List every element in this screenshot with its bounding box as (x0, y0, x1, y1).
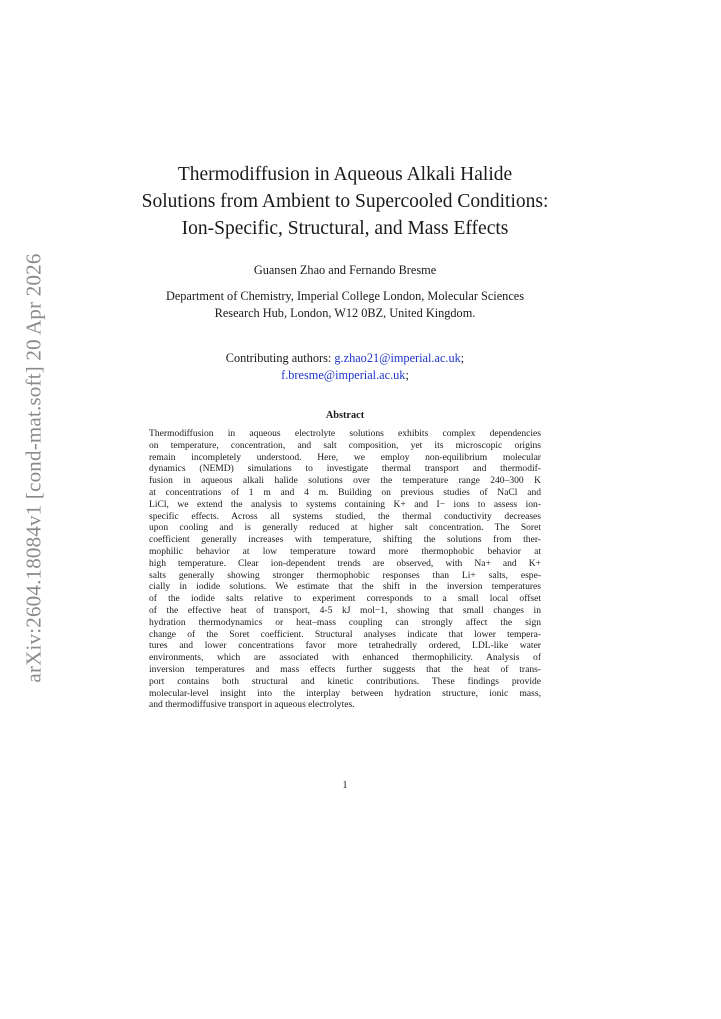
abstract-line: Thermodiffusion in aqueous electrolyte solutions exhibits complex dependencies (149, 428, 541, 439)
title-line: Thermodiffusion in Aqueous Alkali Halide (177, 164, 513, 185)
affiliation-line: Department of Chemistry, Imperial College London, Molecular Sciences (165, 289, 525, 303)
abstract-line: inversion temperatures and mass effects further suggests that the heat of trans- (149, 663, 541, 675)
separator: ; (460, 351, 465, 365)
abstract-line: port contains both structural and kinetic contributions. These findings provide (149, 675, 541, 687)
paper-title (100, 161, 590, 242)
abstract-line: LiCl, we extend the analysis to systems containing K+ and I− ions to assess ion- (149, 498, 541, 510)
abstract-line: dynamics (NEMD) simulations to investigate thermal transport and thermodif- (149, 463, 541, 475)
title-line: Ion-Specific, Structural, and Mass Effects (181, 218, 509, 239)
abstract-line: molecular-level insight into the interplay between hydration structure, ionic mass, (149, 687, 541, 699)
abstract-line: tures and lower concentrations favor more tetrahedrally ordered, LDL-like water (149, 640, 541, 652)
abstract-line: and thermodiffusive transport in aqueous electrolytes. (149, 699, 355, 711)
title-line: Solutions from Ambient to Supercooled Conditions: (141, 191, 549, 212)
abstract-line: change of the Soret coefficient. Structural analyses indicate that lower tempera- (149, 628, 541, 640)
contributing-label: Contributing authors: (225, 351, 332, 365)
contributing-authors (100, 350, 590, 384)
abstract-line: high temperature. Clear ion-dependent trends are observed, with Na+ and K+ (149, 557, 541, 569)
email-link-zhao[interactable]: g.zhao21@imperial.ac.uk (334, 351, 461, 365)
page-number: 1 (342, 780, 348, 791)
abstract-line: mophilic behavior at low temperature toward more thermophobic behavior at (149, 545, 541, 557)
affiliation (100, 288, 590, 322)
abstract-line: hydration thermodynamics or heat–mass coupling can strongly affect the sign (149, 616, 541, 628)
abstract-line: of the iodide salts relative to experiment corresponds to a small local offset (149, 593, 541, 605)
abstract-heading: Abstract (325, 410, 365, 421)
arxiv-identifier[interactable]: arXiv:2604.18084v1 [cond-mat.soft] 20 Apr 2026 (21, 253, 46, 683)
abstract-line: cially in iodide solutions. We estimate that the shift in the inversion temperatures (149, 581, 541, 593)
abstract-line: environments, which are associated with enhanced thermophilicity. Analysis of (149, 652, 541, 664)
abstract-line: of the effective heat of transport, 4-5 kJ mol−1, showing that small changes in (149, 604, 541, 616)
abstract-line: salts generally showing stronger thermophobic responses than Li+ salts, espe- (149, 569, 541, 581)
separator: ; (405, 368, 409, 382)
abstract-line: at concentrations of 1 m and 4 m. Building on previous studies of NaCl and (149, 486, 541, 498)
abstract-line: remain incompletely understood. Here, we employ non-equilibrium molecular (149, 451, 541, 463)
email-link-bresme[interactable]: f.bresme@imperial.ac.uk (281, 368, 406, 382)
abstract-line: on temperature, concentration, and salt composition, yet its microscopic origins (149, 439, 541, 451)
affiliation-line: Research Hub, London, W12 0BZ, United Kingdom. (214, 306, 476, 320)
abstract-line: specific effects. Across all systems studied, the thermal conductivity decreases (149, 510, 541, 522)
abstract-line: coefficient generally increases with temperature, shifting the solutions from ther- (149, 534, 541, 546)
abstract-line: fusion in aqueous alkali halide solutions over the temperature range 240–300 K (149, 475, 541, 487)
abstract-text (149, 428, 541, 711)
author-list: Guansen Zhao and Fernando Bresme (253, 263, 437, 277)
abstract-line: upon cooling and is generally reduced at higher salt concentration. The Soret (149, 522, 541, 534)
